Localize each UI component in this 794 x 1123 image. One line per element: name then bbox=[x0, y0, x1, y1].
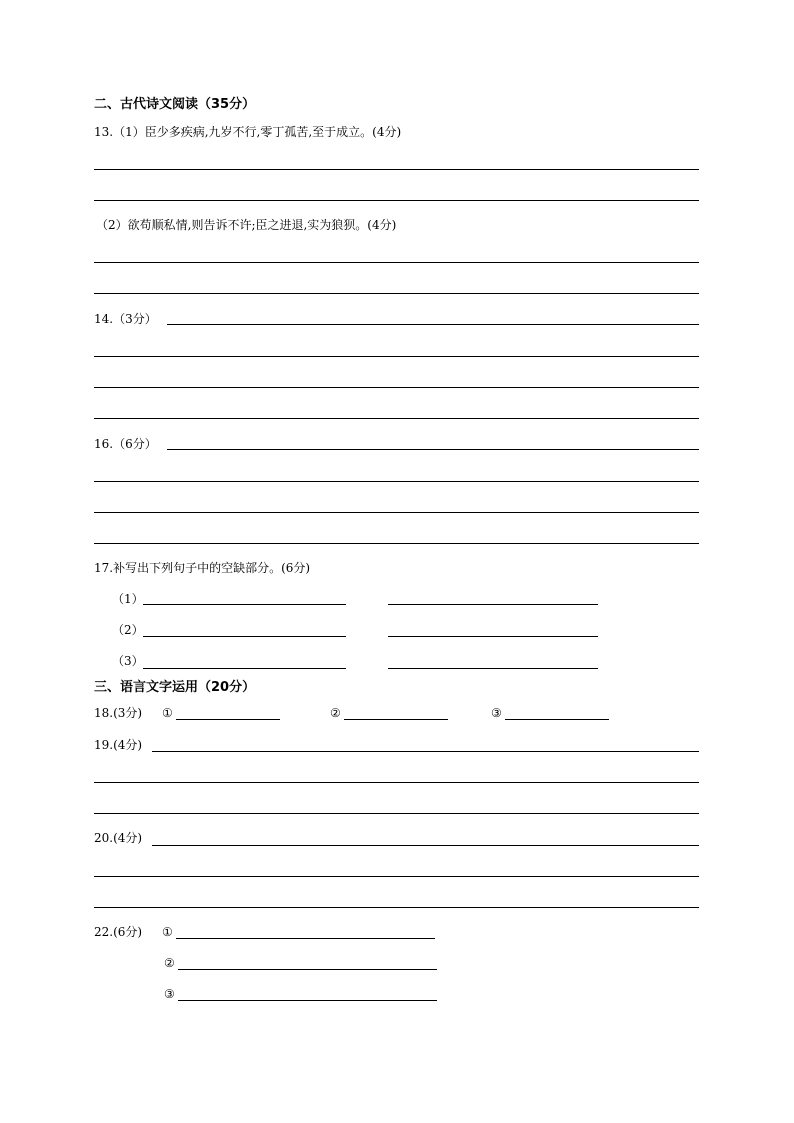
question-17-item-label: （3） bbox=[112, 654, 144, 668]
answer-line[interactable] bbox=[94, 356, 699, 357]
answer-line[interactable] bbox=[388, 636, 598, 637]
section-3-heading: 三、语言文字运用（20分） bbox=[94, 680, 256, 695]
answer-line[interactable] bbox=[143, 668, 346, 669]
answer-line[interactable] bbox=[176, 938, 435, 939]
answer-line[interactable] bbox=[94, 200, 699, 201]
answer-line[interactable] bbox=[94, 418, 699, 419]
answer-line[interactable] bbox=[143, 604, 346, 605]
question-17-item-label: （2） bbox=[112, 623, 144, 637]
answer-line[interactable] bbox=[388, 668, 598, 669]
answer-line[interactable] bbox=[94, 387, 699, 388]
question-14-label: 14.（3分） bbox=[94, 312, 157, 326]
answer-line[interactable] bbox=[505, 719, 609, 720]
answer-line[interactable] bbox=[167, 449, 699, 450]
answer-line[interactable] bbox=[94, 543, 699, 544]
answer-line[interactable] bbox=[94, 262, 699, 263]
question-13-2-text: （2）欲苟顺私情,则告诉不许;臣之进退,实为狼狈。(4分) bbox=[96, 218, 397, 232]
answer-line[interactable] bbox=[178, 969, 437, 970]
circle-number-3: ③ bbox=[491, 706, 502, 720]
question-16-label: 16.（6分） bbox=[94, 437, 157, 451]
answer-line[interactable] bbox=[143, 636, 346, 637]
circle-number-2: ② bbox=[164, 956, 175, 970]
answer-line[interactable] bbox=[344, 719, 448, 720]
section-2-heading: 二、古代诗文阅读（35分） bbox=[94, 97, 256, 112]
circle-number-1: ① bbox=[162, 925, 173, 939]
answer-line[interactable] bbox=[94, 813, 699, 814]
circle-number-2: ② bbox=[330, 706, 341, 720]
answer-line[interactable] bbox=[94, 907, 699, 908]
answer-line[interactable] bbox=[94, 169, 699, 170]
question-22-label: 22.(6分) bbox=[94, 925, 143, 939]
question-18-label: 18.(3分) bbox=[94, 706, 143, 720]
answer-line[interactable] bbox=[388, 604, 598, 605]
circle-number-3: ③ bbox=[164, 987, 175, 1001]
question-19-label: 19.(4分) bbox=[94, 738, 143, 752]
answer-line[interactable] bbox=[167, 324, 699, 325]
question-17-item-label: （1） bbox=[112, 592, 144, 606]
circle-number-1: ① bbox=[162, 706, 173, 720]
question-20-label: 20.(4分) bbox=[94, 831, 143, 845]
answer-line[interactable] bbox=[152, 751, 699, 752]
question-17-text: 17.补写出下列句子中的空缺部分。(6分) bbox=[94, 561, 311, 575]
answer-line[interactable] bbox=[94, 293, 699, 294]
answer-line[interactable] bbox=[176, 719, 280, 720]
answer-line[interactable] bbox=[94, 481, 699, 482]
answer-line[interactable] bbox=[94, 512, 699, 513]
answer-line[interactable] bbox=[152, 845, 699, 846]
question-13-1-text: 13.（1）臣少多疾病,九岁不行,零丁孤苦,至于成立。(4分) bbox=[94, 125, 402, 139]
answer-line[interactable] bbox=[178, 1000, 437, 1001]
answer-line[interactable] bbox=[94, 782, 699, 783]
answer-line[interactable] bbox=[94, 876, 699, 877]
